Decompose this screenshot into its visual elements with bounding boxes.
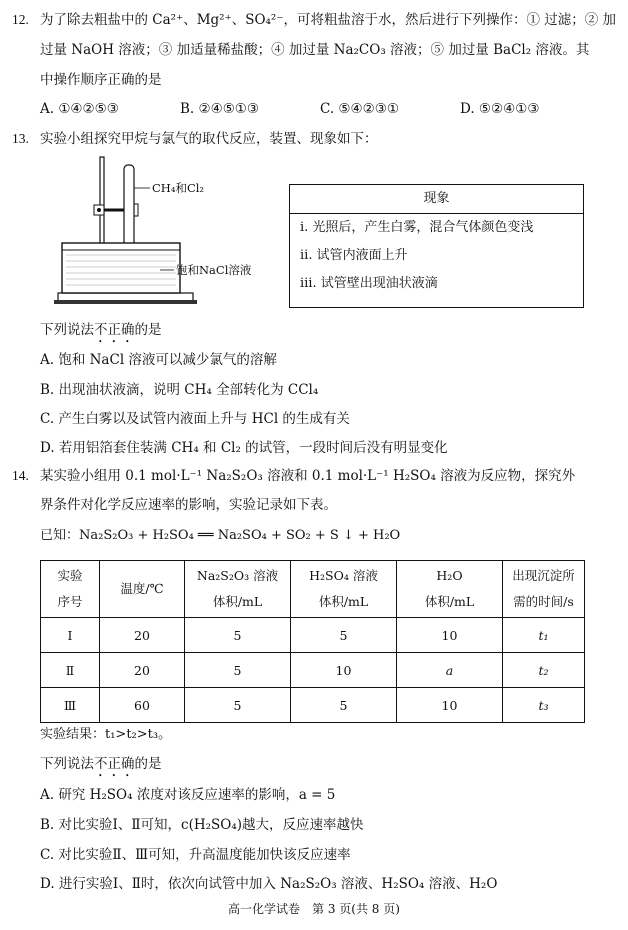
q12-line2: 过量 NaOH 溶液；③ 加适量稀盐酸；④ 加过量 Na₂CO₃ 溶液；⑤ 加过量 BaCl₂ 溶液。其 (40, 42, 590, 58)
q13-option-c: C. 产生白雾以及试管内液面上升与 HCl 的生成有关 (40, 411, 350, 427)
table-header-row (41, 561, 585, 618)
q14-line1: 某实验小组用 0.1 mol·L⁻¹ Na₂S₂O₃ 溶液和 0.1 mol·L⁻¹ H₂SO₄ 溶液为反应物，探究外 (40, 468, 576, 484)
q13-ask: 下列说法不正确的是 (40, 322, 162, 338)
q14-result: 实验结果：t₁>t₂>t₃。 (40, 727, 172, 742)
q12-number: 12. (12, 12, 29, 27)
apparatus-label-gas: CH₄和Cl₂ (152, 181, 205, 195)
page-footer: 高一化学试卷 第 3 页(共 8 页) (228, 902, 400, 916)
q14-number: 14. (12, 468, 29, 483)
table-cell: 10 (397, 618, 503, 653)
table-row (41, 688, 585, 723)
header-cell: 实验 序号 (41, 561, 100, 618)
table-cell: 5 (185, 653, 291, 688)
q13-option-d: D. 若用铝箔套住装满 CH₄ 和 Cl₂ 的试管，一段时间后没有明显变化 (40, 440, 448, 456)
q13-number: 13. (12, 131, 29, 146)
q12-option-d: D. ⑤②④①③ (460, 101, 540, 117)
table-cell: 60 (100, 688, 185, 723)
table-cell: Ⅲ (41, 688, 100, 723)
table-cell: 20 (100, 618, 185, 653)
q14-option-b: B. 对比实验Ⅰ、Ⅱ可知，c(H₂SO₄)越大，反应速率越快 (40, 817, 364, 833)
observation-box (289, 184, 584, 308)
table-cell: t₂ (503, 653, 585, 688)
q12-line3: 中操作顺序正确的是 (40, 72, 162, 88)
experiment-table (40, 560, 585, 723)
q12-option-b: B. ②④⑤①③ (180, 101, 260, 117)
q12-option-c: C. ⑤④②③① (320, 101, 399, 117)
q14-ask-emphasis: 不正确 (94, 756, 135, 772)
observation-1: ⅰ. 光照后，产生白雾，混合气体颜色变浅 (300, 220, 534, 235)
table-cell: 10 (291, 653, 397, 688)
table-cell: 10 (397, 688, 503, 723)
q14-ask: 下列说法不正确的是 (40, 756, 162, 772)
table-cell: 20 (100, 653, 185, 688)
header-cell: 出现沉淀所 需的时间/s (503, 561, 585, 618)
table-cell: Ⅰ (41, 618, 100, 653)
q12-line1: 为了除去粗盐中的 Ca²⁺、Mg²⁺、SO₄²⁻，可将粗盐溶于水，然后进行下列操作：① 过滤；② 加 (40, 12, 617, 28)
q13-stem: 实验小组探究甲烷与氯气的取代反应，装置、现象如下： (40, 131, 378, 147)
table-cell: 5 (185, 688, 291, 723)
q13-ask-emphasis: 不正确 (94, 322, 135, 338)
table-cell: a (397, 653, 503, 688)
table-cell: t₁ (503, 618, 585, 653)
q12-option-a: A. ①④②⑤③ (40, 101, 119, 117)
table-row (41, 653, 585, 688)
table-row (41, 618, 585, 653)
table-cell: 5 (291, 618, 397, 653)
q14-known-equation: 已知：Na₂S₂O₃ + H₂SO₄ ══ Na₂SO₄ + SO₂ + S ↓ + H₂O (40, 528, 401, 543)
table-cell: 5 (291, 688, 397, 723)
header-cell: H₂O 体积/mL (397, 561, 503, 618)
observation-2: ⅱ. 试管内液面上升 (300, 248, 408, 263)
q13-option-b: B. 出现油状液滴，说明 CH₄ 全部转化为 CCl₄ (40, 382, 319, 398)
header-cell: 温度/℃ (100, 561, 185, 618)
header-cell: H₂SO₄ 溶液 体积/mL (291, 561, 397, 618)
header-cell: Na₂S₂O₃ 溶液 体积/mL (185, 561, 291, 618)
table-cell: t₃ (503, 688, 585, 723)
apparatus-label-liquid: 饱和NaCl溶液 (176, 263, 252, 277)
q14-option-a: A. 研究 H₂SO₄ 浓度对该反应速率的影响，a = 5 (40, 787, 336, 803)
observation-3: ⅲ. 试管壁出现油状液滴 (300, 276, 438, 291)
q14-option-c: C. 对比实验Ⅱ、Ⅲ可知，升高温度能加快该反应速率 (40, 847, 351, 863)
q14-line2: 界条件对化学反应速率的影响，实验记录如下表。 (40, 497, 337, 513)
q13-option-a: A. 饱和 NaCl 溶液可以减少氯气的溶解 (40, 352, 277, 368)
table-cell: 5 (185, 618, 291, 653)
q14-option-d: D. 进行实验Ⅰ、Ⅱ时，依次向试管中加入 Na₂S₂O₃ 溶液、H₂SO₄ 溶液、H₂O (40, 876, 498, 892)
table-cell: Ⅱ (41, 653, 100, 688)
observation-title: 现象 (290, 185, 583, 214)
